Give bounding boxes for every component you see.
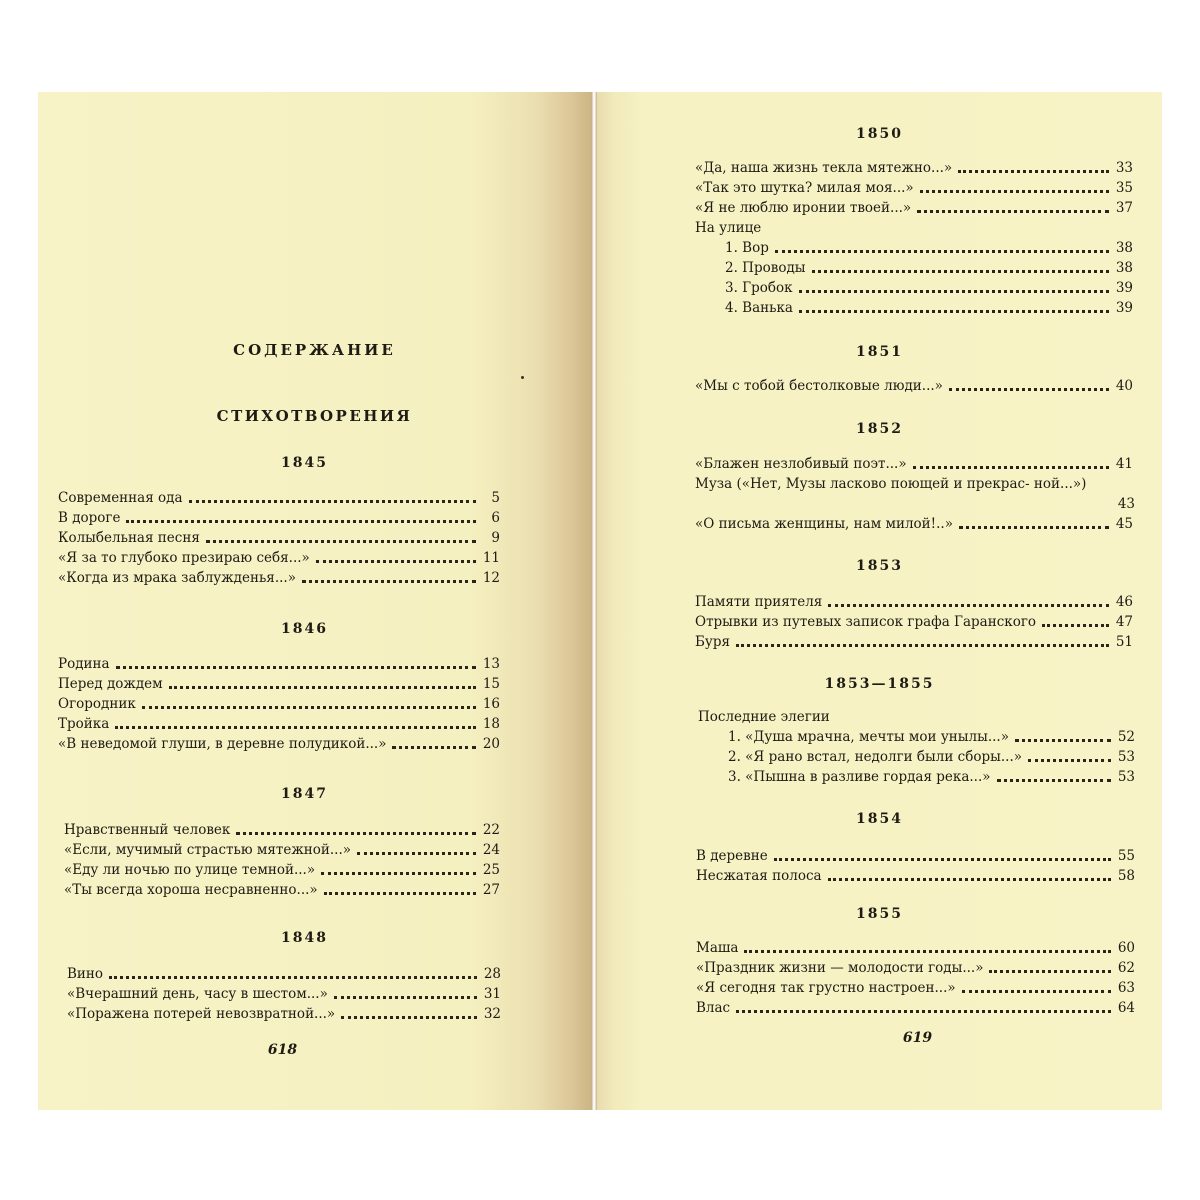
- entry-title: «Да, наша жизнь текла мятежно...»: [695, 160, 953, 176]
- entry-page: 46: [1115, 594, 1133, 610]
- toc-entry[interactable]: [58, 714, 500, 734]
- toc-entry[interactable]: [64, 840, 500, 860]
- toc-section-1853-1855: [698, 707, 1135, 787]
- toc-entry[interactable]: [67, 984, 501, 1004]
- entry-title: «Вчерашний день, часу в шестом...»: [67, 986, 328, 1002]
- entry-page: 43: [1117, 496, 1135, 512]
- entry-title: 1. «Душа мрачна, мечты мои унылы...»: [728, 729, 1009, 745]
- dot-leader: [126, 512, 476, 523]
- year-heading: 1852: [856, 421, 903, 437]
- dot-leader: [116, 658, 476, 669]
- toc-entry[interactable]: [58, 488, 500, 508]
- toc-section-1853: [695, 592, 1133, 652]
- toc-entry[interactable]: [58, 568, 500, 588]
- entry-title: В деревне: [696, 848, 768, 864]
- entry-title: Вино: [67, 966, 104, 982]
- toc-entry[interactable]: [58, 694, 500, 714]
- toc-section-1850: [695, 158, 1133, 318]
- dot-leader: [828, 870, 1111, 881]
- dot-leader: [958, 162, 1109, 173]
- entry-title: «Поражена потерей невозвратной...»: [67, 1006, 336, 1022]
- dot-leader: [1015, 731, 1111, 742]
- entry-title: «Я сегодня так грустно настроен...»: [696, 980, 956, 996]
- toc-entry[interactable]: [696, 866, 1135, 886]
- entry-page: 47: [1115, 614, 1133, 630]
- toc-entry[interactable]: [696, 846, 1135, 866]
- toc-entry[interactable]: [698, 747, 1135, 767]
- entry-title: На улице: [695, 220, 762, 236]
- entry-page: 40: [1115, 378, 1133, 394]
- dot-leader: [949, 380, 1109, 391]
- entry-page: 55: [1117, 848, 1135, 864]
- entry-title: Колыбельная песня: [58, 530, 200, 546]
- dot-leader: [836, 714, 1111, 722]
- entry-title: Последние элегии: [698, 709, 830, 725]
- entry-page: 39: [1115, 280, 1133, 296]
- entry-title: Тройка: [58, 716, 110, 732]
- toc-entry[interactable]: [67, 1004, 501, 1024]
- poems-subheading: СТИХОТВОРЕНИЯ: [216, 407, 413, 425]
- toc-entry[interactable]: [695, 198, 1133, 218]
- entry-title: «Еду ли ночью по улице темной...»: [64, 862, 316, 878]
- entry-page: 53: [1117, 749, 1135, 765]
- year-heading: 1850: [856, 126, 903, 142]
- entry-title: «В неведомой глуши, в деревне полудикой...»: [58, 736, 387, 752]
- toc-entry[interactable]: [695, 376, 1133, 396]
- entry-page: 12: [482, 570, 500, 586]
- dot-leader: [799, 282, 1109, 293]
- dot-leader: [828, 596, 1109, 607]
- year-heading: 1851: [856, 344, 903, 360]
- dot-leader: [324, 884, 476, 895]
- dot-leader: [736, 1002, 1111, 1013]
- year-heading: 1854: [856, 811, 903, 827]
- entry-title: Влас: [696, 1000, 731, 1016]
- year-heading: 1846: [281, 621, 328, 637]
- year-heading: 1853—1855: [824, 676, 935, 692]
- entry-title: «Я за то глубоко презираю себя...»: [58, 550, 310, 566]
- entry-page: 38: [1115, 260, 1133, 276]
- dot-leader: [302, 572, 476, 583]
- entry-page: 5: [491, 490, 500, 506]
- year-heading: 1847: [281, 786, 328, 802]
- left-page: [38, 92, 591, 1110]
- dot-leader: [236, 824, 476, 835]
- dot-leader: [341, 1008, 477, 1019]
- entry-page: 45: [1115, 516, 1133, 532]
- dot-leader: [812, 262, 1110, 273]
- entry-page: 15: [482, 676, 500, 692]
- year-heading: 1855: [856, 906, 903, 922]
- dot-leader: [357, 844, 476, 855]
- dot-leader: [913, 458, 1109, 469]
- toc-entry[interactable]: [58, 548, 500, 568]
- dot-leader: [1042, 616, 1109, 627]
- contents-heading: СОДЕРЖАНИЕ: [233, 341, 396, 359]
- toc-entry[interactable]: [696, 938, 1135, 958]
- toc-section-1854: [696, 846, 1135, 886]
- dot-leader: [767, 225, 1109, 233]
- toc-entry[interactable]: [696, 978, 1135, 998]
- entry-page: 58: [1117, 868, 1135, 884]
- toc-group-title[interactable]: [698, 707, 1135, 727]
- entry-title: 3. Гробок: [725, 280, 793, 296]
- dot-leader: [169, 678, 476, 689]
- entry-title: 4. Ванька: [725, 300, 793, 316]
- entry-page: 27: [482, 882, 500, 898]
- entry-page: 6: [491, 510, 500, 526]
- entry-page: 13: [482, 656, 500, 672]
- entry-page: 33: [1115, 160, 1133, 176]
- entry-title: Отрывки из путевых записок графа Гаранского: [695, 614, 1037, 630]
- entry-title: «Праздник жизни — молодости годы...»: [696, 960, 984, 976]
- toc-section-1855: [696, 938, 1135, 1018]
- entry-page: 16: [482, 696, 500, 712]
- toc-section-1846: [58, 654, 500, 754]
- entry-page: 32: [483, 1006, 501, 1022]
- entry-title: «Так это шутка? милая моя...»: [695, 180, 914, 196]
- toc-section-1852: [695, 454, 1133, 534]
- dot-leader: [115, 718, 476, 729]
- toc-entry[interactable]: [695, 238, 1133, 258]
- toc-entry[interactable]: [58, 654, 500, 674]
- entry-page: 35: [1115, 180, 1133, 196]
- entry-page: 64: [1117, 1000, 1135, 1016]
- dot-leader: [206, 532, 476, 543]
- toc-entry[interactable]: [64, 880, 500, 900]
- entry-title: Маша: [696, 940, 739, 956]
- entry-page: 63: [1117, 980, 1135, 996]
- toc-section-1851: [695, 376, 1133, 396]
- toc-entry[interactable]: [67, 964, 501, 984]
- toc-group-title[interactable]: [695, 218, 1133, 238]
- entry-page: 9: [491, 530, 500, 546]
- entry-title: 1. Вор: [725, 240, 769, 256]
- toc-entry[interactable]: [695, 178, 1133, 198]
- dot-leader: [316, 552, 476, 563]
- dot-leader: [962, 982, 1111, 993]
- toc-section-1848: [67, 964, 501, 1024]
- toc-entry[interactable]: [64, 860, 500, 880]
- dot-leader: [142, 698, 476, 709]
- entry-title: Буря: [695, 634, 731, 650]
- toc-entry[interactable]: [695, 612, 1133, 632]
- entry-title: Огородник: [58, 696, 136, 712]
- entry-title: «Блажен незлобивый поэт...»: [695, 456, 907, 472]
- entry-page: 18: [482, 716, 500, 732]
- entry-title: Родина: [58, 656, 110, 672]
- entry-page: 28: [483, 966, 501, 982]
- right-page: [597, 92, 1162, 1110]
- toc-entry[interactable]: [695, 474, 1133, 514]
- dot-leader: [774, 850, 1111, 861]
- toc-entry[interactable]: [58, 528, 500, 548]
- dot-leader: [321, 864, 476, 875]
- entry-page: 38: [1115, 240, 1133, 256]
- entry-title: Несжатая полоса: [696, 868, 822, 884]
- dot-leader: [997, 771, 1112, 782]
- toc-entry[interactable]: [698, 767, 1135, 787]
- entry-title: Перед дождем: [58, 676, 163, 692]
- entry-page: 62: [1117, 960, 1135, 976]
- year-heading: 1853: [856, 558, 903, 574]
- toc-entry[interactable]: [696, 958, 1135, 978]
- entry-title: «Ты всегда хороша несравненно...»: [64, 882, 318, 898]
- entry-title: Памяти приятеля: [695, 594, 823, 610]
- toc-entry[interactable]: [695, 592, 1133, 612]
- entry-page: 53: [1117, 769, 1135, 785]
- toc-entry[interactable]: [695, 158, 1133, 178]
- entry-title: «О письма женщины, нам милой!..»: [695, 516, 953, 532]
- entry-title: Нравственный человек: [64, 822, 231, 838]
- dot-leader: [920, 182, 1109, 193]
- entry-title: Современная ода: [58, 490, 183, 506]
- dot-leader: [1028, 751, 1111, 762]
- dot-leader: [989, 962, 1111, 973]
- toc-entry[interactable]: [695, 298, 1133, 318]
- entry-page: 60: [1117, 940, 1135, 956]
- entry-title: «Когда из мрака заблужденья...»: [58, 570, 296, 586]
- entry-page: 37: [1115, 200, 1133, 216]
- entry-title: «Если, мучимый страстью мятежной...»: [64, 842, 352, 858]
- toc-entry[interactable]: [695, 632, 1133, 652]
- ink-speck: [521, 376, 524, 379]
- dot-leader: [392, 738, 476, 749]
- entry-title: «Я не люблю иронии твоей...»: [695, 200, 912, 216]
- toc-section-1845: [58, 488, 500, 588]
- toc-entry[interactable]: [698, 727, 1135, 747]
- dot-leader: [959, 518, 1109, 529]
- entry-page: 31: [483, 986, 501, 1002]
- entry-title: «Мы с тобой бестолковые люди...»: [695, 378, 943, 394]
- page-number: 618: [267, 1042, 298, 1058]
- toc-entry[interactable]: [58, 674, 500, 694]
- year-heading: 1848: [281, 930, 328, 946]
- entry-title: 2. Проводы: [725, 260, 806, 276]
- dot-leader: [334, 988, 477, 999]
- entry-page: 51: [1115, 634, 1133, 650]
- entry-page: 52: [1117, 729, 1135, 745]
- dot-leader: [736, 636, 1109, 647]
- toc-entry[interactable]: [58, 734, 500, 754]
- toc-entry[interactable]: [696, 998, 1135, 1018]
- entry-page: 41: [1115, 456, 1133, 472]
- entry-page: 20: [482, 736, 500, 752]
- entry-page: 25: [482, 862, 500, 878]
- toc-section-1847: [64, 820, 500, 900]
- book-spread: [38, 92, 1162, 1110]
- dot-leader: [799, 302, 1109, 313]
- dot-leader: [775, 242, 1109, 253]
- year-heading: 1845: [281, 455, 328, 471]
- entry-page: 24: [482, 842, 500, 858]
- entry-title: В дороге: [58, 510, 121, 526]
- entry-page: 39: [1115, 300, 1133, 316]
- dot-leader: [917, 202, 1109, 213]
- toc-entry[interactable]: [64, 820, 500, 840]
- entry-title: 3. «Пышна в разливе гордая река...»: [728, 769, 991, 785]
- entry-page: 11: [482, 550, 500, 566]
- entry-title: 2. «Я рано встал, недолги были сборы...»: [728, 749, 1023, 765]
- toc-entry[interactable]: [58, 508, 500, 528]
- dot-leader: [744, 942, 1111, 953]
- dot-leader: [189, 492, 476, 503]
- toc-entry[interactable]: [695, 454, 1133, 474]
- entry-title: Муза («Нет, Музы ласково поющей и прекрас- ной...»): [695, 476, 1087, 492]
- toc-entry[interactable]: [695, 258, 1133, 278]
- toc-entry[interactable]: [695, 278, 1133, 298]
- page-number: 619: [902, 1030, 933, 1046]
- toc-entry[interactable]: [695, 514, 1133, 534]
- dot-leader: [109, 968, 477, 979]
- entry-page: 22: [482, 822, 500, 838]
